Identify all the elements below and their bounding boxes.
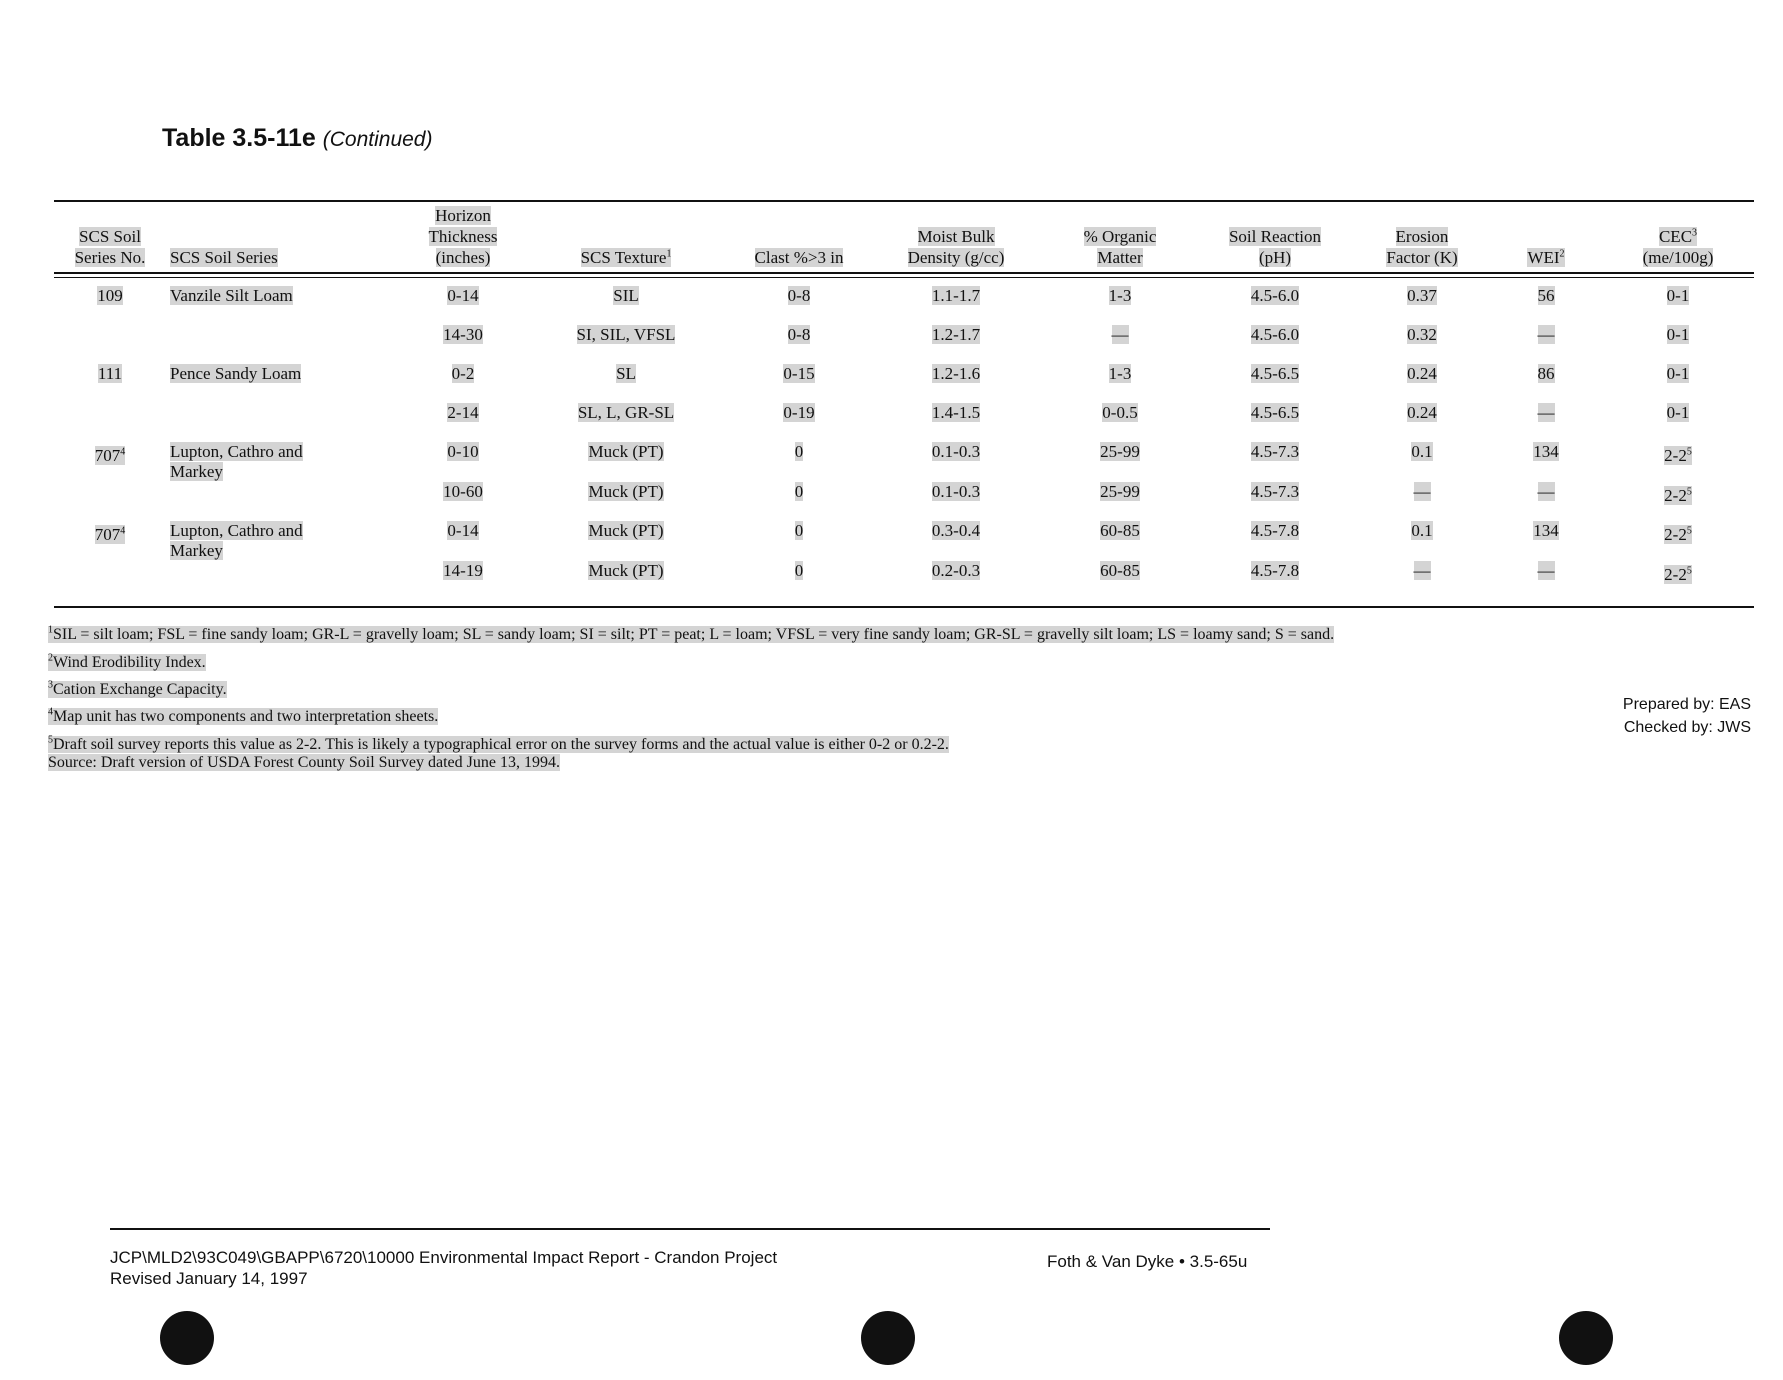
cell-wei: — <box>1537 325 1555 344</box>
col-clast: Clast %>3 in <box>754 248 844 267</box>
prepared-by: Prepared by: EAS <box>1622 696 1751 713</box>
cell-wei: — <box>1537 403 1555 422</box>
table-title <box>162 124 432 153</box>
cell-density: 0.1-0.3 <box>931 442 981 461</box>
cell-wei: — <box>1537 482 1555 501</box>
cell-ph: 4.5-7.3 <box>1250 482 1300 501</box>
cell-ph: 4.5-7.3 <box>1250 442 1300 461</box>
footnote-5: $^5$Draft soil survey reports this value as 2-2. This is likely a typographical error on the survey forms and the actual value is either 0-2 or 0.2-2. <box>48 734 949 753</box>
cell-wei: 134 <box>1533 521 1559 540</box>
table-row <box>54 274 1754 325</box>
cell-texture: Muck (PT) <box>588 442 664 461</box>
binder-hole-right <box>1559 1311 1613 1365</box>
cell-horizon: 2-14 <box>447 403 479 422</box>
cell-ph: 4.5-6.5 <box>1250 403 1300 422</box>
cell-series: Vanzile Silt Loam <box>170 286 293 305</box>
cell-texture: SL, L, GR-SL <box>577 403 675 422</box>
cell-texture: SIL <box>613 286 639 305</box>
bottom-rule <box>54 606 1754 608</box>
cell-series: Lupton, Cathro and Markey <box>170 521 303 560</box>
cell-clast: 0-8 <box>787 286 811 305</box>
cell-horizon: 0-14 <box>447 521 479 540</box>
col-erosion: Erosion Factor (K) <box>1386 227 1458 267</box>
col-cec: CEC$^3$ (me/100g) <box>1642 227 1714 267</box>
footer-path: JCP\MLD2\93C049\GBAPP\6720\10000 Environmental Impact Report - Crandon Project <box>110 1248 778 1267</box>
cell-cec: $2-2^5$ <box>1664 485 1692 505</box>
binder-hole-center <box>861 1311 915 1365</box>
cell-cec: 0-1 <box>1666 286 1690 305</box>
cell-organic: 1-3 <box>1108 286 1132 305</box>
cell-series: Pence Sandy Loam <box>170 364 302 383</box>
cell-clast: 0 <box>794 442 804 461</box>
cell-density: 0.3-0.4 <box>931 521 981 540</box>
cell-cec: 0-1 <box>1666 325 1690 344</box>
cell-density: 1.1-1.7 <box>931 286 981 305</box>
cell-horizon: 14-19 <box>443 561 483 580</box>
cell-organic: 60-85 <box>1100 521 1140 540</box>
binder-hole-left <box>160 1311 214 1365</box>
cell-cec: $2-2^5$ <box>1664 564 1692 584</box>
cell-series-no <box>54 561 166 600</box>
cell-series-no <box>54 325 166 364</box>
cell-organic: 25-99 <box>1100 482 1140 501</box>
prepared-block <box>1623 693 1751 739</box>
cell-cec: $2-2^5$ <box>1664 445 1692 465</box>
soil-properties-table <box>54 200 1754 600</box>
footer-right: Foth & Van Dyke • 3.5-65u <box>1047 1252 1248 1271</box>
cell-wei: 134 <box>1533 442 1559 461</box>
table-row <box>54 521 1754 561</box>
cell-density: 0.1-0.3 <box>931 482 981 501</box>
table-row <box>54 325 1754 364</box>
cell-ph: 4.5-6.5 <box>1250 364 1300 383</box>
cell-wei: 86 <box>1537 364 1555 383</box>
table-row <box>54 482 1754 521</box>
cell-series <box>166 482 404 521</box>
col-horizon: Horizon Thickness (inches) <box>428 206 498 267</box>
cell-erosion: 0.1 <box>1411 442 1433 461</box>
cell-density: 0.2-0.3 <box>931 561 981 580</box>
cell-wei: — <box>1537 561 1555 580</box>
cell-density: 1.2-1.6 <box>931 364 981 383</box>
col-wei: WEI$^2$ <box>1527 248 1565 267</box>
cell-clast: 0 <box>794 521 804 540</box>
cell-erosion: 0.32 <box>1407 325 1437 344</box>
cell-organic: 60-85 <box>1100 561 1140 580</box>
col-series-no: SCS Soil Series No. <box>74 227 146 267</box>
cell-series: Lupton, Cathro and Markey <box>170 442 303 481</box>
cell-clast: 0-8 <box>787 325 811 344</box>
footer-rule <box>110 1228 1270 1230</box>
table-continued: (Continued) <box>322 128 433 151</box>
table-row <box>54 442 1754 482</box>
cell-series-no: $707^4$ <box>94 524 126 544</box>
cell-wei: 56 <box>1537 286 1555 305</box>
table-row <box>54 403 1754 442</box>
cell-erosion: — <box>1413 482 1431 501</box>
cell-ph: 4.5-6.0 <box>1250 286 1300 305</box>
footnote-2: $^2$Wind Erodibility Index. <box>48 652 206 671</box>
cell-cec: 0-1 <box>1666 364 1690 383</box>
cell-organic: — <box>1111 325 1129 344</box>
cell-texture: SI, SIL, VFSL <box>576 325 676 344</box>
source-note: Source: Draft version of USDA Forest County Soil Survey dated June 13, 1994. <box>48 754 560 771</box>
footnote-3: $^3$Cation Exchange Capacity. <box>48 679 227 698</box>
cell-texture: Muck (PT) <box>588 482 664 501</box>
cell-horizon: 14-30 <box>443 325 483 344</box>
cell-clast: 0 <box>794 561 804 580</box>
cell-series-no: 111 <box>97 364 123 383</box>
cell-density: 1.4-1.5 <box>931 403 981 422</box>
cell-erosion: 0.24 <box>1407 364 1437 383</box>
cell-organic: 1-3 <box>1108 364 1132 383</box>
cell-erosion: 0.24 <box>1407 403 1437 422</box>
footnote-1: $^1$SIL = silt loam; FSL = fine sandy loam; GR-L = gravelly loam; SL = sandy loam; SI = silt; PT = peat; L = loam; VFSL = very fine sandy loam; GR-SL = gravelly silt loam; LS = loamy sand; S = sand. <box>48 625 1335 644</box>
cell-texture: SL <box>616 364 636 383</box>
cell-ph: 4.5-7.8 <box>1250 521 1300 540</box>
cell-series-no: 109 <box>97 286 123 305</box>
cell-series <box>166 403 404 442</box>
table-row <box>54 561 1754 600</box>
table-body <box>54 274 1754 600</box>
col-organic: % Organic Matter <box>1083 227 1157 267</box>
cell-series <box>166 325 404 364</box>
cell-clast: 0 <box>794 482 804 501</box>
table-row <box>54 364 1754 403</box>
cell-horizon: 0-14 <box>447 286 479 305</box>
cell-organic: 25-99 <box>1100 442 1140 461</box>
cell-cec: 0-1 <box>1666 403 1690 422</box>
footnotes <box>48 619 1758 756</box>
cell-horizon: 0-2 <box>451 364 475 383</box>
cell-erosion: 0.37 <box>1407 286 1437 305</box>
cell-ph: 4.5-6.0 <box>1250 325 1300 344</box>
footer-revised: Revised January 14, 1997 <box>110 1269 308 1288</box>
cell-clast: 0-15 <box>783 364 815 383</box>
cell-erosion: 0.1 <box>1411 521 1433 540</box>
footer-left <box>110 1247 777 1289</box>
cell-horizon: 0-10 <box>447 442 479 461</box>
cell-ph: 4.5-7.8 <box>1250 561 1300 580</box>
cell-erosion: — <box>1413 561 1431 580</box>
cell-horizon: 10-60 <box>443 482 483 501</box>
cell-series-no <box>54 482 166 521</box>
checked-by: Checked by: JWS <box>1623 719 1751 736</box>
col-series: SCS Soil Series <box>170 248 278 267</box>
cell-organic: 0-0.5 <box>1102 403 1138 422</box>
cell-density: 1.2-1.7 <box>931 325 981 344</box>
cell-series <box>166 561 404 600</box>
cell-texture: Muck (PT) <box>588 521 664 540</box>
footnote-4: $^4$Map unit has two components and two interpretation sheets. <box>48 706 439 726</box>
cell-series-no: $707^4$ <box>94 445 126 465</box>
table-number: Table 3.5-11e <box>162 124 316 152</box>
cell-series-no <box>54 403 166 442</box>
col-ph: Soil Reaction (pH) <box>1228 227 1322 267</box>
col-texture: SCS Texture$^1$ <box>580 248 672 267</box>
col-density: Moist Bulk Density (g/cc) <box>907 227 1005 267</box>
cell-clast: 0-19 <box>783 403 815 422</box>
cell-texture: Muck (PT) <box>588 561 664 580</box>
cell-cec: $2-2^5$ <box>1664 524 1692 544</box>
